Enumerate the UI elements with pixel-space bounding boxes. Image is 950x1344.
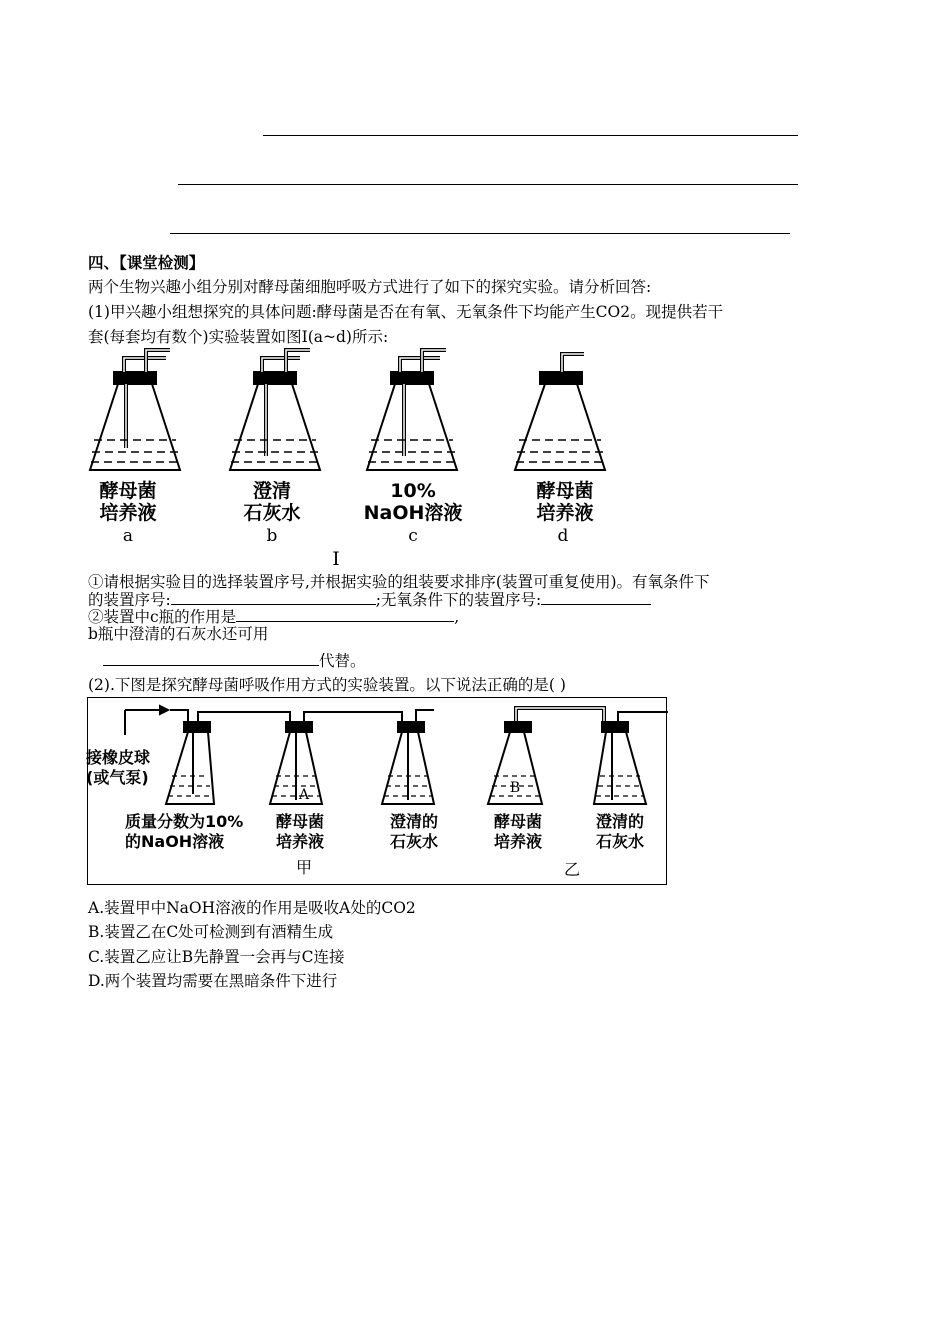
option-b[interactable]: B.装置乙在C处可检测到有酒精生成 xyxy=(88,923,334,941)
marker-a: A xyxy=(298,787,310,803)
flask-d-letter: d xyxy=(557,526,569,546)
question-1-line-1: (1)甲兴趣小组想探究的具体问题:酵母菌是否在有氧、无氧条件下均能产生CO2。现提供若干 xyxy=(88,303,724,321)
part-3-line: b瓶中澄清的石灰水还可用 xyxy=(88,625,269,643)
option-d[interactable]: D.两个装置均需要在黑暗条件下进行 xyxy=(88,972,338,990)
part-1-line-1: ①请根据实验目的选择装置序号,并根据实验的组装要求排序(装置可重复使用)。有氧条件下 xyxy=(88,573,710,591)
question-1-line-2: 套(每套均有数个)实验装置如图Ⅰ(a~d)所示: xyxy=(88,328,389,346)
yeast-flask-a-label: 酵母菌 培养液 xyxy=(275,812,324,851)
flask-a-label: 酵母菌 培养液 xyxy=(99,480,157,524)
marker-b: B xyxy=(509,780,521,796)
option-a[interactable]: A.装置甲中NaOH溶液的作用是吸收A处的CO2 xyxy=(88,899,416,917)
yeast-flask-b-label: 酵母菌 培养液 xyxy=(493,812,542,851)
flask-c-letter: c xyxy=(408,526,418,546)
group-yi-label: 乙 xyxy=(563,860,580,879)
flask-b-label: 澄清 石灰水 xyxy=(243,480,301,524)
question-2-stem: (2).下图是探究酵母菌呼吸作用方式的实验装置。以下说法正确的是( ) xyxy=(88,676,566,694)
intro-text: 两个生物兴趣小组分别对酵母菌细胞呼吸方式进行了如下的探究实验。请分析回答: xyxy=(88,278,652,296)
naoh-flask-label: 质量分数为10% 的NaOH溶液 xyxy=(125,812,244,851)
flask-a-letter: a xyxy=(122,526,134,546)
option-c[interactable]: C.装置乙应让B先静置一会再与C连接 xyxy=(88,948,345,966)
limewater-flask-1-label: 澄清的 石灰水 xyxy=(389,812,438,851)
figure-1-caption: I xyxy=(332,548,340,570)
limewater-flask-2-label: 澄清的 石灰水 xyxy=(595,812,644,851)
group-jia-label: 甲 xyxy=(295,858,312,877)
section-heading: 四、【课堂检测】 xyxy=(88,253,205,272)
pump-label: 接橡皮球 (或气泵) xyxy=(86,748,151,787)
part-4-line: 代替。 xyxy=(103,651,366,671)
flask-c-label: 10% NaOH溶液 xyxy=(363,480,463,524)
part-1-line-2: 的装置序号: ;无氧条件下的装置序号: xyxy=(88,590,651,610)
flask-d-label: 酵母菌 培养液 xyxy=(536,480,594,524)
flask-b-letter: b xyxy=(266,526,278,546)
part-2-line: ②装置中c瓶的作用是 , xyxy=(88,608,460,626)
